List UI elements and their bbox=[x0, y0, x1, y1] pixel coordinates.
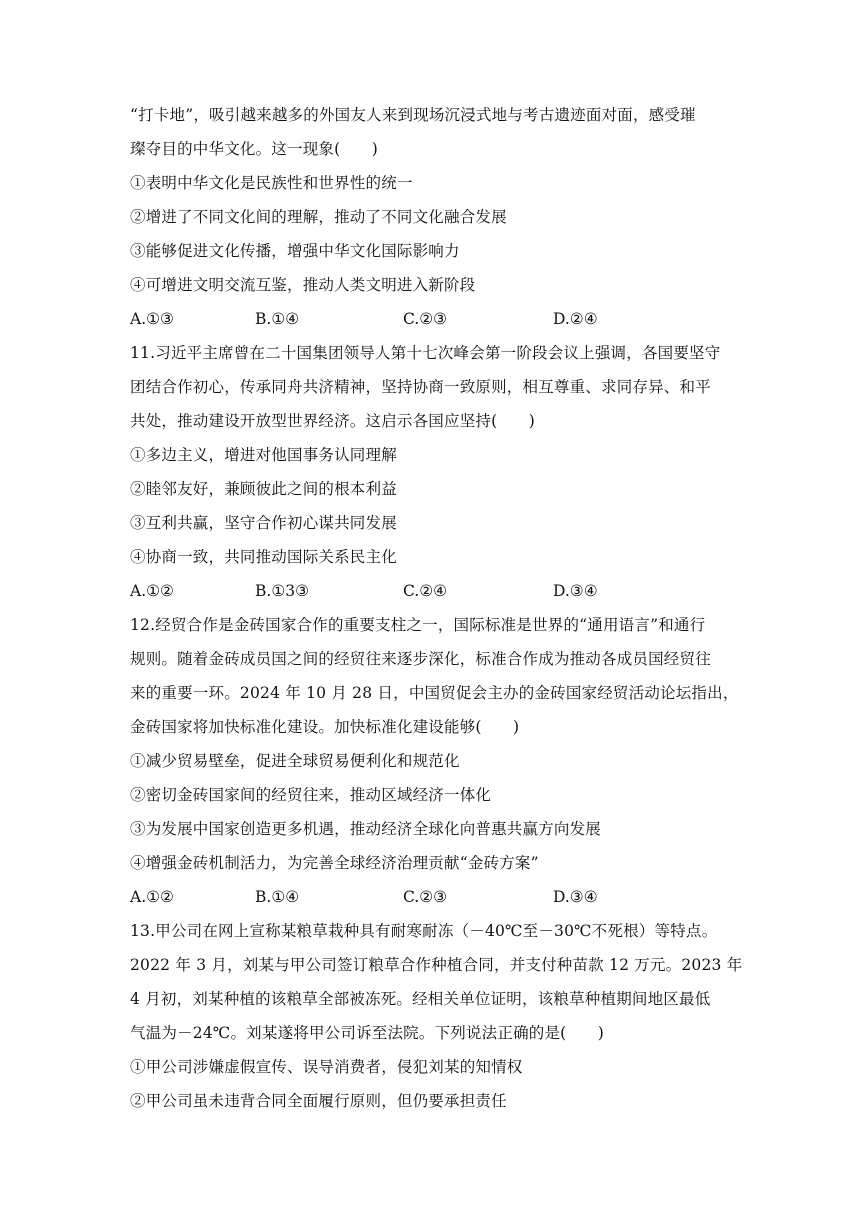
q12-options bbox=[130, 886, 770, 908]
q11-item-1: ①多边主义，增进对他国事务认同理解 bbox=[130, 446, 397, 464]
q11-item-2: ②睦邻友好，兼顾彼此之间的根本利益 bbox=[130, 480, 397, 498]
q11-item-3: ③互利共赢，坚守合作初心谋共同发展 bbox=[130, 514, 397, 532]
q11-options bbox=[130, 580, 770, 602]
q11-option-a: A.①② bbox=[130, 582, 174, 600]
q10-item-3: ③能够促进文化传播，增强中华文化国际影响力 bbox=[130, 242, 460, 260]
q13-stem-line-1: 13.甲公司在网上宣称某粮草栽种具有耐寒耐冻（－40℃至－30℃不死根）等特点。 bbox=[130, 922, 718, 940]
q12-item-2: ②密切金砖国家间的经贸往来，推动区域经济一体化 bbox=[130, 786, 492, 804]
q10-option-c: C.②③ bbox=[403, 310, 448, 328]
q12-stem-line-3: 来的重要一环。2024 年 10 月 28 日，中国贸促会主办的金砖国家经贸活动论坛指出， bbox=[130, 684, 739, 702]
q10-stem-line-1: “打卡地”，吸引越来越多的外国友人来到现场沉浸式地与考古遗迹面对面，感受璀 bbox=[130, 106, 696, 124]
q10-option-a: A.①③ bbox=[130, 310, 174, 328]
q10-item-1: ①表明中华文化是民族性和世界性的统一 bbox=[130, 174, 413, 192]
q13-stem-line-3: 4 月初，刘某种植的该粮草全部被冻死。经相关单位证明，该粮草种植期间地区最低 bbox=[130, 990, 711, 1008]
q11-option-c: C.②④ bbox=[403, 582, 448, 600]
q10-item-4: ④可增进文明交流互鉴，推动人类文明进入新阶段 bbox=[130, 276, 476, 294]
q13-item-2: ②甲公司虽未违背合同全面履行原则，但仍要承担责任 bbox=[130, 1092, 507, 1110]
q11-stem-line-2: 团结合作初心，传承同舟共济精神，坚持协商一致原则，相互尊重、求同存异、和平 bbox=[130, 378, 711, 396]
q12-item-3: ③为发展中国家创造更多机遇，推动经济全球化向普惠共赢方向发展 bbox=[130, 820, 602, 838]
q10-stem-line-2: 璨夺目的中华文化。这一现象( ) bbox=[130, 140, 378, 158]
q13-stem-line-2: 2022 年 3 月，刘某与甲公司签订粮草合作种植合同，并支付种苗款 12 万元。2023 年 bbox=[130, 956, 743, 974]
q10-option-d: D.②④ bbox=[553, 310, 598, 328]
q11-stem-line-3: 共处，推动建设开放型世界经济。这启示各国应坚持( ) bbox=[130, 412, 535, 430]
q10-item-2: ②增进了不同文化间的理解，推动了不同文化融合发展 bbox=[130, 208, 507, 226]
q12-stem-line-2: 规则。随着金砖成员国之间的经贸往来逐步深化，标准合作成为推动各成员国经贸往 bbox=[130, 650, 711, 668]
q12-option-b: B.①④ bbox=[255, 888, 300, 906]
q12-item-4: ④增强金砖机制活力，为完善全球经济治理贡献“金砖方案” bbox=[130, 854, 539, 872]
q12-option-a: A.①② bbox=[130, 888, 174, 906]
q13-stem-line-4: 气温为－24℃。刘某遂将甲公司诉至法院。下列说法正确的是( ) bbox=[130, 1024, 605, 1042]
q12-stem-line-4: 金砖国家将加快标准化建设。加快标准化建设能够( ) bbox=[130, 718, 520, 736]
q12-option-d: D.③④ bbox=[553, 888, 598, 906]
q11-option-d: D.③④ bbox=[553, 582, 598, 600]
q11-stem-line-1: 11.习近平主席曾在二十国集团领导人第十七次峰会第一阶段会议上强调，各国要坚守 bbox=[130, 344, 721, 362]
q11-option-b: B.①3③ bbox=[255, 582, 309, 600]
q10-option-b: B.①④ bbox=[255, 310, 300, 328]
q11-item-4: ④协商一致，共同推动国际关系民主化 bbox=[130, 548, 397, 566]
q13-item-1: ①甲公司涉嫌虚假宣传、误导消费者，侵犯刘某的知情权 bbox=[130, 1058, 523, 1076]
q12-option-c: C.②③ bbox=[403, 888, 448, 906]
q10-options bbox=[130, 308, 770, 330]
q12-item-1: ①减少贸易壁垒，促进全球贸易便利化和规范化 bbox=[130, 752, 460, 770]
q12-stem-line-1: 12.经贸合作是金砖国家合作的重要支柱之一，国际标准是世界的“通用语言”和通行 bbox=[130, 616, 706, 634]
